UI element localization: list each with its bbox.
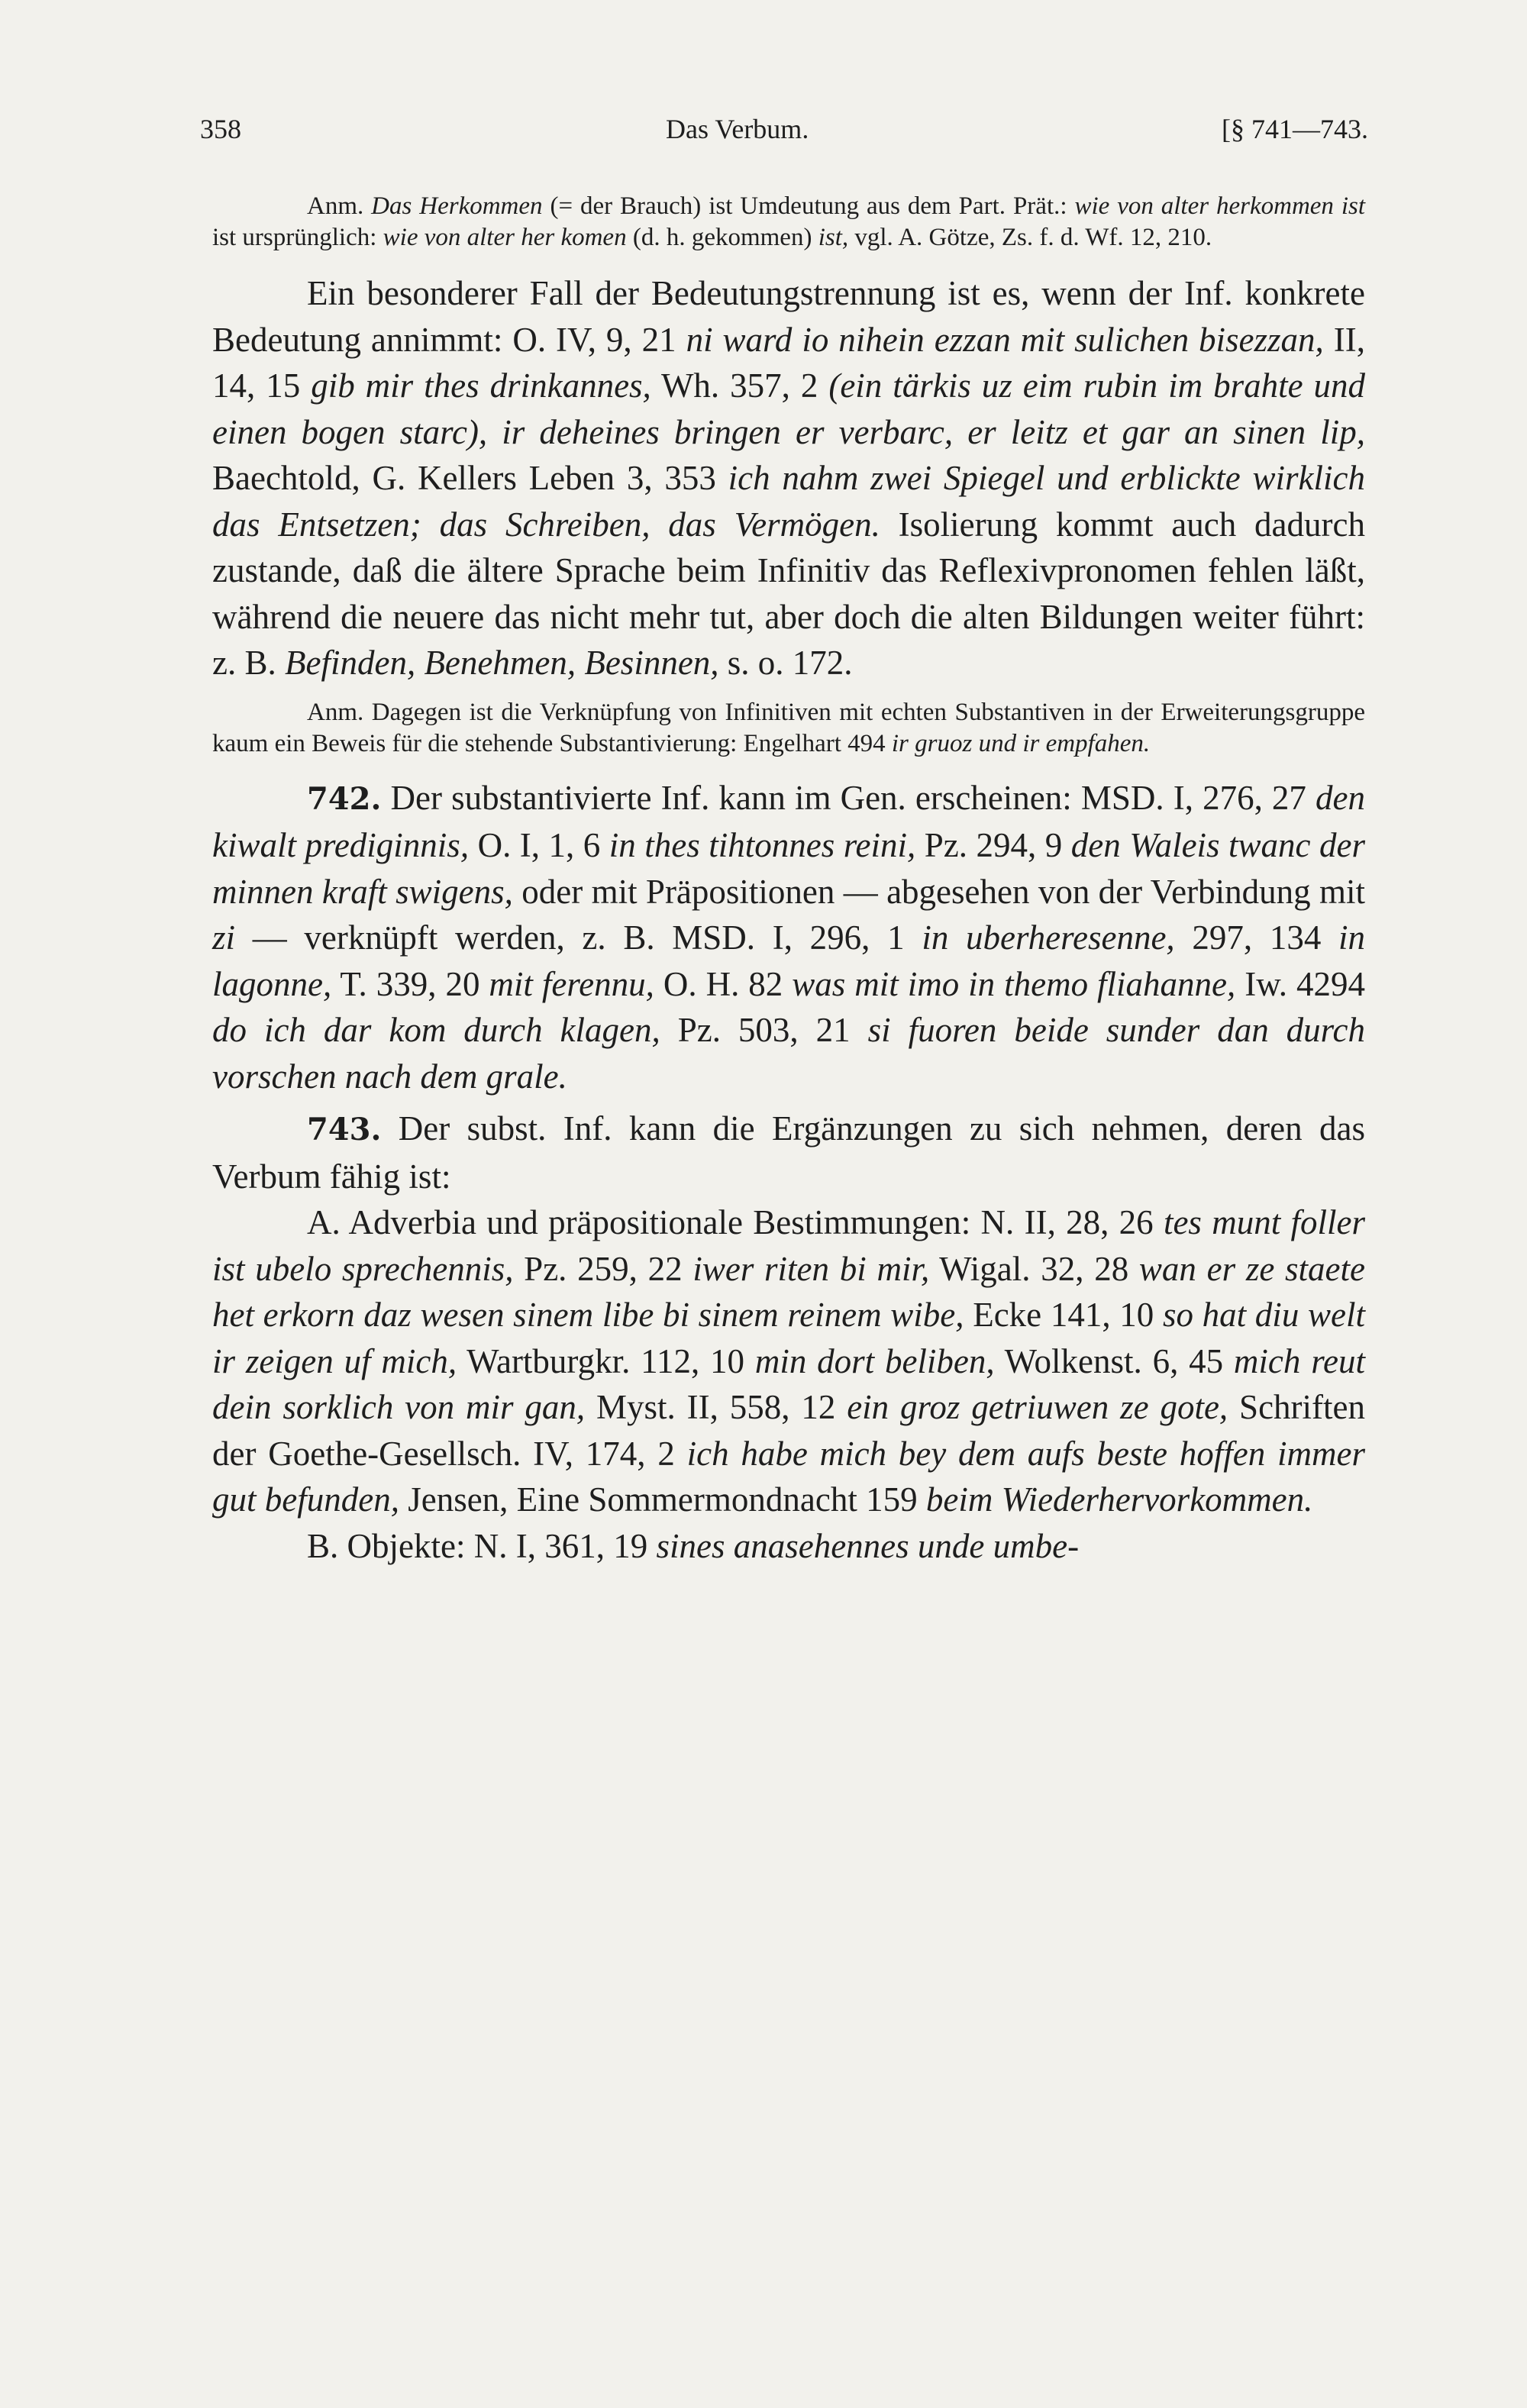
- page-body: [212, 191, 1365, 1569]
- paragraph-b-objekte: B. Objekte: N. I, 361, 19 sines anasehennes unde umbe-: [307, 1526, 1080, 1565]
- note-verknuepfung: Anm. Dagegen ist die Verknüpfung von Infinitiven mit echten Substantiven in der Erweiterungsgruppe kaum ein Beweis für die stehende Substantivierung: Engelhart 494 ir gruoz und ir empfahen.: [212, 698, 1365, 757]
- section-number-743: 743.: [307, 1112, 382, 1148]
- running-title: Das Verbum.: [666, 114, 809, 144]
- note-herkommen: Anm. Das Herkommen (= der Brauch) ist Umdeutung aus dem Part. Prät.: wie von alter herkommen ist ist ursprünglich: wie von alter her komen (d. h. gekommen) ist, vgl. A. Götze, Zs. f. d. Wf. 12, 210.: [212, 192, 1366, 251]
- page-number: 358: [200, 114, 241, 144]
- section-742: 742. Der substantivierte Inf. kann im Gen. erscheinen: MSD. I, 276, 27 den kiwalt prediginnis, O. I, 1, 6 in thes tihtonnes reini, Pz. 294, 9 den Waleis twanc der minnen kraft swigens, oder mit Präpositionen — abgesehen von der Verbindung mit zi — verknüpft werden, z. B. MSD. I, 296, 1 in uberheresenne, 297, 134 in lagonne, T. 339, 20 mit ferennu, O. H. 82 was mit imo in themo fliahanne, Iw. 4294 do ich dar kom durch klagen, Pz. 503, 21 si fuoren beide sunder dan durch vorschen nach dem grale.: [212, 778, 1366, 1096]
- section-number-742: 742.: [307, 780, 382, 817]
- section-743: 743. Der subst. Inf. kann die Ergänzungen zu sich nehmen, deren das Verbum fähig ist:: [212, 1109, 1365, 1196]
- paragraph-bedeutungstrennung: Ein besonderer Fall der Bedeutungstrennung ist es, wenn der Inf. konkrete Bedeutung annimmt: O. IV, 9, 21 ni ward io nihein ezzan mit sulichen bisezzan, II, 14, 15 gib mir thes drinkannes, Wh. 357, 2 (ein tärkis uz eim rubin im brahte und einen bogen starc), ir deheines bringen er verbarc, er leitz et gar an sinen lip, Baechtold, G. Kellers Leben 3, 353 ich nahm zwei Spiegel und erblickte wirklich das Entsetzen; das Schreiben, das Vermögen. Isolierung kommt auch dadurch zustande, daß die ältere Sprache beim Infinitiv das Reflexivpronomen fehlen läßt, während die neuere das nicht mehr tut, aber doch die alten Bildungen weiter führt: z. B. Befinden, Benehmen, Besinnen, s. o. 172.: [212, 274, 1366, 682]
- running-header: [200, 113, 1368, 151]
- paragraph-a-adverbia: A. Adverbia und präpositionale Bestimmungen: N. II, 28, 26 tes munt foller ist ubelo sprechennis, Pz. 259, 22 iwer riten bi mir, Wigal. 32, 28 wan er ze staete het erkorn daz wesen sinem libe bi sinem reinem wibe, Ecke 141, 10 so hat diu welt ir zeigen uf mich, Wartburgkr. 112, 10 min dort beliben, Wolkenst. 6, 45 mich reut dein sorklich von mir gan, Myst. II, 558, 12 ein groz getriuwen ze gote, Schriften der Goethe-Gesellsch. IV, 174, 2 ich habe mich bey dem aufs beste hoffen immer gut befunden, Jensen, Eine Sommermondnacht 159 beim Wiederhervorkommen.: [212, 1203, 1366, 1519]
- section-range: [§ 741—743.: [1222, 114, 1368, 144]
